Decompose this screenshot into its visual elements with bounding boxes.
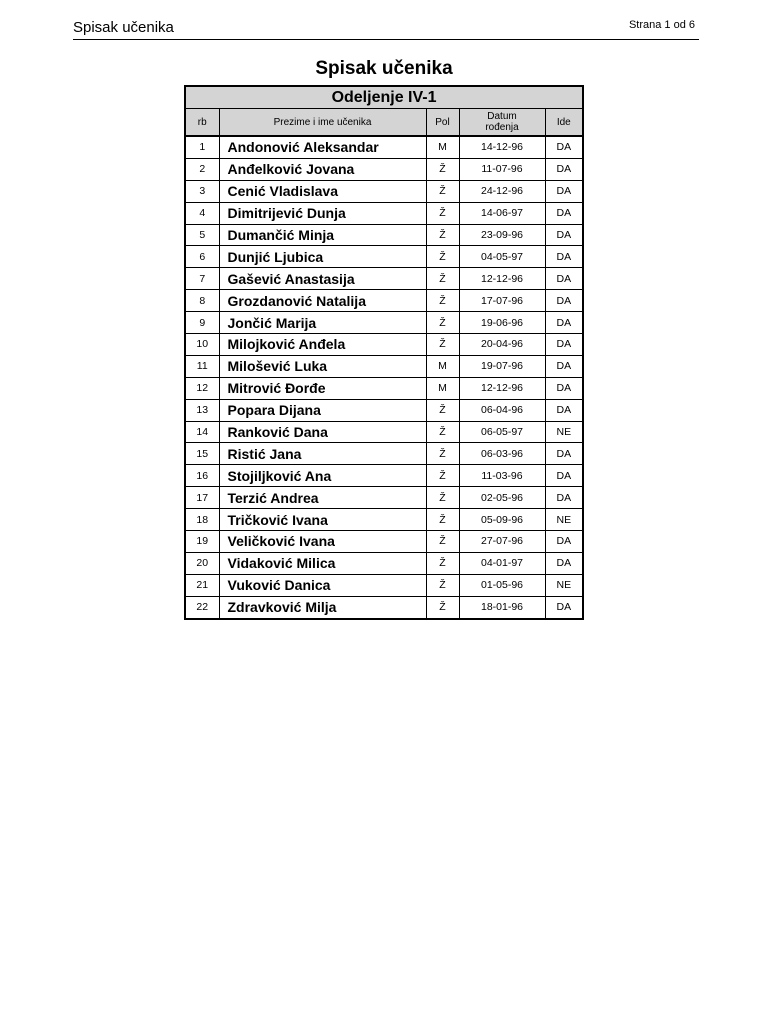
student-gender: Ž [426, 443, 459, 465]
student-status: NE [545, 421, 583, 443]
student-status: DA [545, 552, 583, 574]
row-number: 14 [185, 421, 219, 443]
student-name: Andonović Aleksandar [219, 136, 426, 158]
table-row [185, 355, 583, 377]
row-number: 6 [185, 246, 219, 268]
student-name: Dunjić Ljubica [219, 246, 426, 268]
student-status: DA [545, 596, 583, 618]
student-dob: 05-09-96 [459, 509, 545, 531]
header-title: Spisak učenika [73, 19, 174, 36]
row-number: 18 [185, 509, 219, 531]
page-number: Strana 1 od 6 [628, 19, 695, 31]
student-name: Grozdanović Natalija [219, 290, 426, 312]
student-dob: 04-01-97 [459, 552, 545, 574]
student-name: Stojiljković Ana [219, 465, 426, 487]
student-name: Milošević Luka [219, 355, 426, 377]
table-row [185, 290, 583, 312]
table-row [185, 509, 583, 531]
student-dob: 24-12-96 [459, 180, 545, 202]
student-dob: 19-07-96 [459, 355, 545, 377]
table-row [185, 224, 583, 246]
student-gender: M [426, 136, 459, 158]
student-dob: 18-01-96 [459, 596, 545, 618]
table-row [185, 399, 583, 421]
student-status: DA [545, 465, 583, 487]
student-dob: 04-05-97 [459, 246, 545, 268]
table-row [185, 246, 583, 268]
row-number: 21 [185, 574, 219, 596]
student-name: Vuković Danica [219, 574, 426, 596]
page-header [73, 18, 699, 40]
column-header-rb: rb [185, 109, 219, 137]
student-dob: 06-03-96 [459, 443, 545, 465]
student-name: Popara Dijana [219, 399, 426, 421]
row-number: 15 [185, 443, 219, 465]
student-name: Dimitrijević Dunja [219, 202, 426, 224]
student-status: DA [545, 268, 583, 290]
student-gender: Ž [426, 509, 459, 531]
student-status: DA [545, 531, 583, 553]
student-gender: Ž [426, 399, 459, 421]
table-row [185, 158, 583, 180]
row-number: 19 [185, 531, 219, 553]
student-name: Terzić Andrea [219, 487, 426, 509]
student-status: DA [545, 158, 583, 180]
student-gender: Ž [426, 290, 459, 312]
column-header-name: Prezime i ime učenika [219, 109, 426, 137]
student-status: DA [545, 202, 583, 224]
row-number: 7 [185, 268, 219, 290]
student-status: DA [545, 290, 583, 312]
student-dob: 12-12-96 [459, 268, 545, 290]
student-name: Anđelković Jovana [219, 158, 426, 180]
student-name: Zdravković Milja [219, 596, 426, 618]
row-number: 1 [185, 136, 219, 158]
row-number: 10 [185, 334, 219, 356]
student-gender: Ž [426, 158, 459, 180]
student-gender: Ž [426, 312, 459, 334]
row-number: 12 [185, 377, 219, 399]
table-row [185, 202, 583, 224]
student-name: Vidaković Milica [219, 552, 426, 574]
row-number: 13 [185, 399, 219, 421]
row-number: 4 [185, 202, 219, 224]
row-number: 3 [185, 180, 219, 202]
table-row [185, 552, 583, 574]
table-row [185, 268, 583, 290]
student-status: DA [545, 224, 583, 246]
table-row [185, 421, 583, 443]
student-gender: Ž [426, 268, 459, 290]
student-dob: 11-03-96 [459, 465, 545, 487]
student-gender: Ž [426, 552, 459, 574]
column-header-gender: Pol [426, 109, 459, 137]
student-dob: 19-06-96 [459, 312, 545, 334]
student-gender: Ž [426, 202, 459, 224]
student-status: NE [545, 509, 583, 531]
column-header-status: Ide [545, 109, 583, 137]
student-status: DA [545, 487, 583, 509]
student-gender: M [426, 355, 459, 377]
table-row [185, 574, 583, 596]
row-number: 5 [185, 224, 219, 246]
student-dob: 20-04-96 [459, 334, 545, 356]
student-status: DA [545, 377, 583, 399]
row-number: 11 [185, 355, 219, 377]
table-row [185, 312, 583, 334]
student-dob: 11-07-96 [459, 158, 545, 180]
row-number: 2 [185, 158, 219, 180]
class-name: Odeljenje IV-1 [185, 86, 583, 109]
student-gender: Ž [426, 531, 459, 553]
student-dob: 14-06-97 [459, 202, 545, 224]
table-row [185, 136, 583, 158]
student-status: DA [545, 246, 583, 268]
student-dob: 06-05-97 [459, 421, 545, 443]
student-dob: 17-07-96 [459, 290, 545, 312]
student-name: Mitrović Đorđe [219, 377, 426, 399]
student-name: Ranković Dana [219, 421, 426, 443]
row-number: 8 [185, 290, 219, 312]
student-gender: Ž [426, 421, 459, 443]
table-row [185, 531, 583, 553]
table-row [185, 334, 583, 356]
student-gender: Ž [426, 334, 459, 356]
table-row [185, 443, 583, 465]
student-table [184, 85, 584, 620]
column-header-dob-line1: Datum [487, 111, 517, 122]
student-dob: 27-07-96 [459, 531, 545, 553]
student-gender: Ž [426, 487, 459, 509]
student-status: DA [545, 136, 583, 158]
student-status: DA [545, 443, 583, 465]
table-body [185, 136, 583, 619]
row-number: 20 [185, 552, 219, 574]
student-status: DA [545, 355, 583, 377]
row-number: 17 [185, 487, 219, 509]
student-gender: Ž [426, 465, 459, 487]
student-status: DA [545, 180, 583, 202]
student-name: Veličković Ivana [219, 531, 426, 553]
table-row [185, 596, 583, 618]
student-name: Gašević Anastasija [219, 268, 426, 290]
document-title: Spisak učenika [315, 58, 453, 79]
student-gender: M [426, 377, 459, 399]
row-number: 9 [185, 312, 219, 334]
student-gender: Ž [426, 180, 459, 202]
student-gender: Ž [426, 574, 459, 596]
student-status: DA [545, 312, 583, 334]
student-dob: 02-05-96 [459, 487, 545, 509]
student-name: Dumančić Minja [219, 224, 426, 246]
student-dob: 14-12-96 [459, 136, 545, 158]
student-dob: 23-09-96 [459, 224, 545, 246]
student-status: NE [545, 574, 583, 596]
student-dob: 06-04-96 [459, 399, 545, 421]
column-header-dob-line2: rođenja [485, 122, 519, 133]
table-row [185, 465, 583, 487]
row-number: 16 [185, 465, 219, 487]
student-name: Jončić Marija [219, 312, 426, 334]
row-number: 22 [185, 596, 219, 618]
student-gender: Ž [426, 596, 459, 618]
table-row [185, 487, 583, 509]
student-name: Cenić Vladislava [219, 180, 426, 202]
column-header-row [185, 109, 583, 137]
student-gender: Ž [426, 246, 459, 268]
table-row [185, 180, 583, 202]
student-status: DA [545, 399, 583, 421]
student-name: Milojković Anđela [219, 334, 426, 356]
student-status: DA [545, 334, 583, 356]
student-gender: Ž [426, 224, 459, 246]
table-row [185, 377, 583, 399]
student-name: Tričković Ivana [219, 509, 426, 531]
column-header-dob [459, 109, 545, 137]
student-name: Ristić Jana [219, 443, 426, 465]
class-header-row [185, 86, 583, 109]
student-dob: 01-05-96 [459, 574, 545, 596]
student-dob: 12-12-96 [459, 377, 545, 399]
